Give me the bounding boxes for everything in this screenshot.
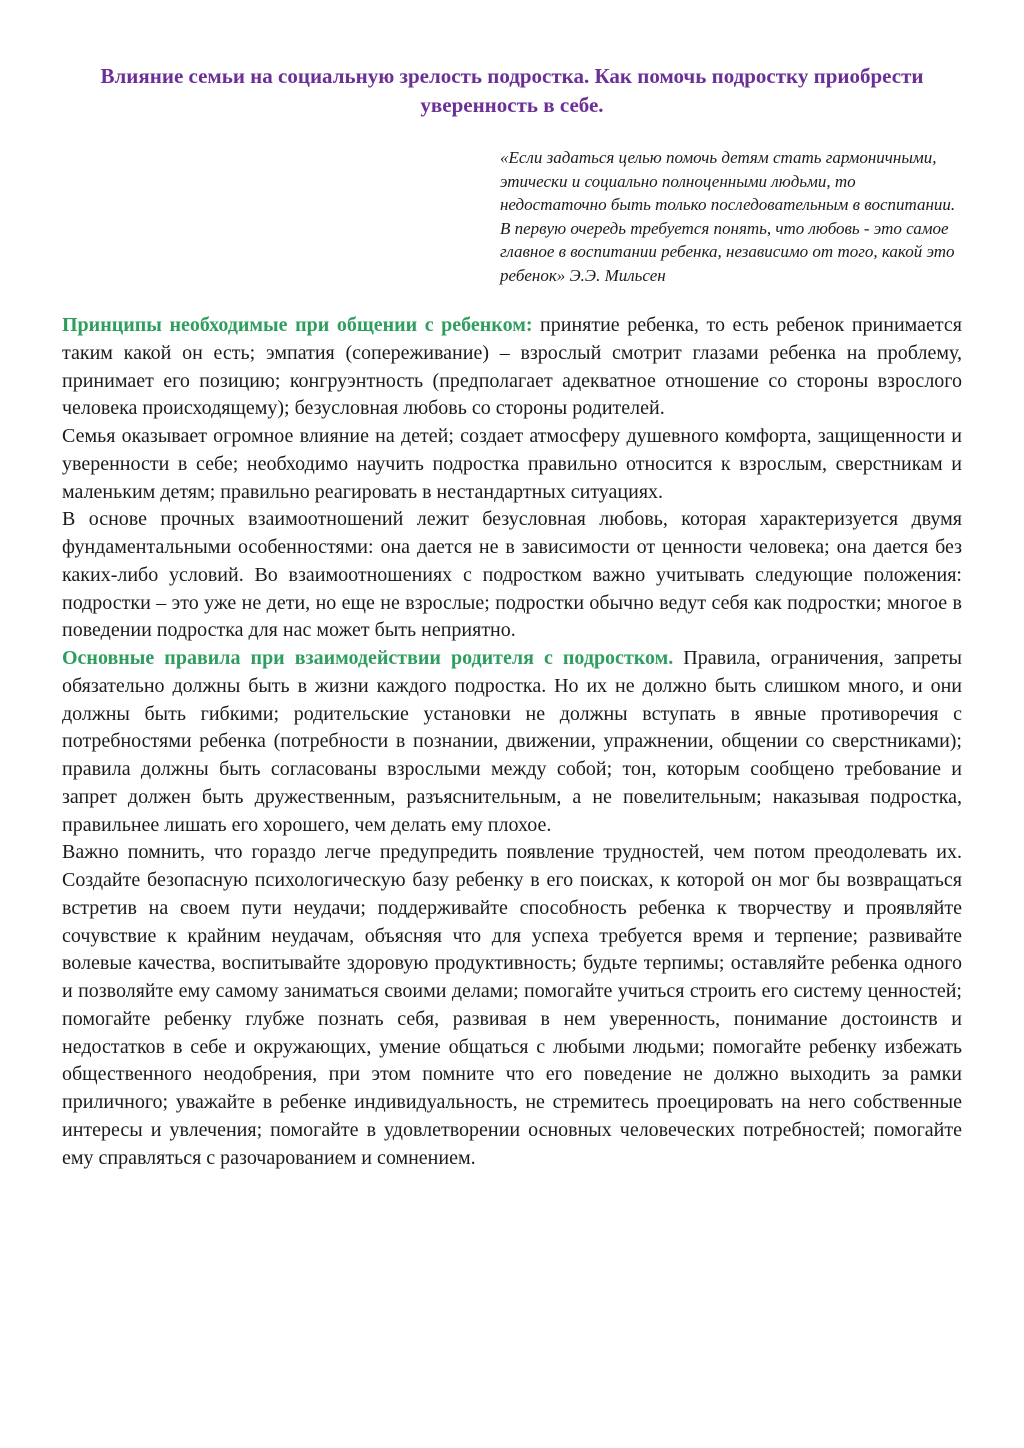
paragraph-rules — [62, 645, 962, 839]
document-title: Влияние семьи на социальную зрелость подростка. Как помочь подростку приобрести уверенность в себе. — [100, 64, 924, 117]
paragraph-advice — [62, 839, 962, 1172]
paragraph-principles — [62, 312, 962, 423]
paragraph-heading: Основные правила при взаимодействии родителя с подростком. — [62, 647, 674, 669]
epigraph-quote: «Если задаться целью помочь детям стать гармоничными, этически и социально полноценными людьми, то недостаточно быть только последовательным в воспитании. В первую очередь требуется понять, что любовь - это самое главное в воспитании ребенка, независимо от того, какой это ребенок» Э.Э. Мильсен — [500, 148, 956, 285]
paragraph-unconditional-love — [62, 506, 962, 645]
paragraph-family-influence — [62, 423, 962, 506]
paragraph-text: Важно помнить, что гораздо легче предупредить появление трудностей, чем потом преодолевать их. Создайте безопасную психологическую базу ребенку в его поисках, к которой он мог бы возвращаться встретив на своем пути неудачи; поддерживайте способность ребенка к творчеству и проявляйте сочувствие к крайним неудачам, объясняя что для успеха требуется время и терпение; развивайте волевые качества, воспитывайте здоровую продуктивность; будьте терпимы; оставляйте ребенка одного и позволяйте ему самому заниматься своими делами; помогайте учиться строить его систему ценностей; помогайте ребенку глубже познать себя, развивая в нем уверенность, понимание достоинств и недостатков в себе и окружающих, умение общаться с любыми людьми; помогайте ребенку избежать общественного неодобрения, при этом помните что его поведение не должно выходить за рамки приличного; уважайте в ребенке индивидуальность, не стремитесь проецировать на него собственные интересы и увлечения; помогайте в удовлетворении основных человеческих потребностей; помогайте ему справляться с разочарованием и сомнением. — [62, 841, 962, 1169]
paragraph-text: В основе прочных взаимоотношений лежит безусловная любовь, которая характеризуется двумя фундаментальными особенностями: она дается не в зависимости от ценности человека; она дается без каких-либо условий. Во взаимоотношениях с подростком важно учитывать следующие положения: подростки – это уже не дети, но еще не взрослые; подростки обычно ведут себя как подростки; многое в поведении подростка для нас может быть неприятно. — [62, 508, 962, 642]
paragraph-text: Правила, ограничения, запреты обязательно должны быть в жизни каждого подростка. Но их не должно быть слишком много, и они должны быть гибкими; родительские установки не должны вступать в явные противоречия с потребностями ребенка (потребности в познании, движении, упражнении, общении со сверстниками); правила должны быть согласованы взрослыми между собой; тон, которым сообщено требование и запрет должен быть дружественным, разъяснительным, а не повелительным; наказывая подростка, правильнее лишать его хорошего, чем делать ему плохое. — [62, 647, 962, 836]
paragraph-text: Семья оказывает огромное влияние на детей; создает атмосферу душевного комфорта, защищенности и уверенности в себе; необходимо научить подростка правильно относится к взрослым, сверстникам и маленьким детям; правильно реагировать в нестандартных ситуациях. — [62, 425, 962, 503]
paragraph-heading: Принципы необходимые при общении с ребенком: — [62, 314, 533, 336]
paragraph-text: принятие ребенка, то есть ребенок принимается таким какой он есть; эмпатия (сопереживание) – взрослый смотрит глазами ребенка на проблему, принимает его позицию; конгруэнтность (предполагает адекватное отношение со стороны взрослого человека происходящему); безусловная любовь со стороны родителей. — [62, 314, 962, 420]
document-body — [62, 312, 962, 1172]
